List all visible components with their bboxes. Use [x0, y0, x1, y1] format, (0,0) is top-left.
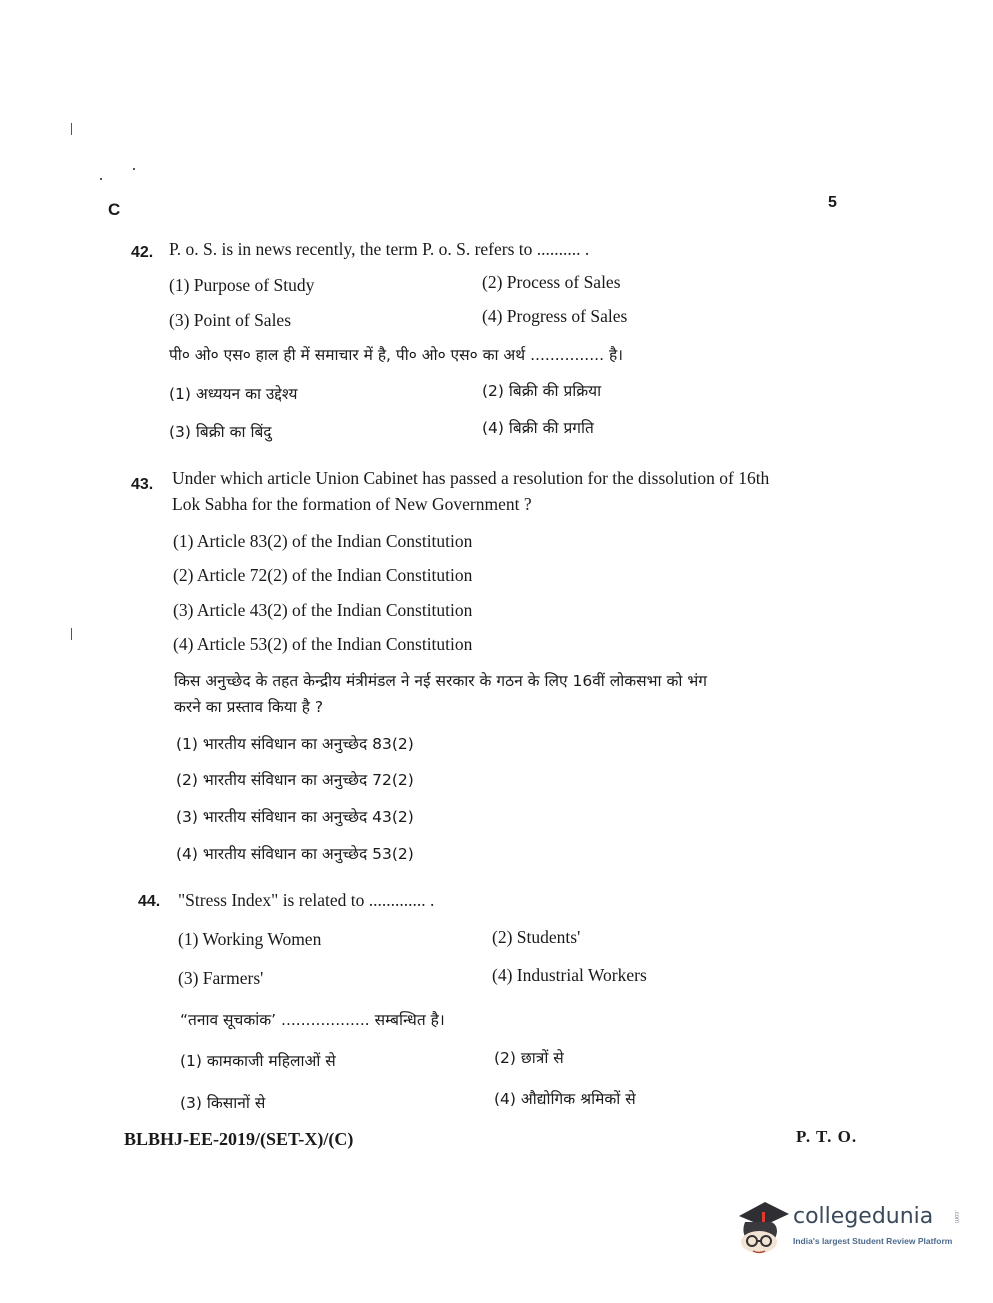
question-text-en-line2: Lok Sabha for the formation of New Government ?: [172, 494, 532, 514]
page-number: 5: [828, 194, 837, 211]
scan-speck: [133, 168, 135, 170]
option-hi: (1) कामकाजी महिलाओं से: [180, 1052, 336, 1070]
logo-tagline: India's largest Student Review Platform: [793, 1236, 953, 1246]
option-en: (4) Industrial Workers: [492, 965, 647, 985]
option-hi: (1) भारतीय संविधान का अनुच्छेद 83(2): [176, 735, 414, 753]
option-en: (2) Students': [492, 927, 581, 947]
question-text-en: P. o. S. is in news recently, the term P. o. S. refers to .......... .: [169, 239, 590, 259]
question-text-hi-line2: करने का प्रस्ताव किया है ?: [174, 698, 324, 716]
question-number: 42.: [131, 244, 154, 261]
option-hi: (3) भारतीय संविधान का अनुच्छेद 43(2): [176, 808, 414, 826]
option-hi: (4) औद्योगिक श्रमिकों से: [494, 1090, 636, 1108]
option-hi: (3) बिक्री का बिंदु: [169, 423, 272, 441]
option-en: (2) Process of Sales: [482, 272, 621, 292]
option-hi: (4) बिक्री की प्रगति: [482, 419, 594, 437]
option-hi: (3) किसानों से: [180, 1094, 266, 1112]
option-en: (1) Purpose of Study: [169, 275, 315, 295]
scan-speck: [71, 628, 72, 640]
option-en: (1) Working Women: [178, 929, 322, 949]
option-en: (3) Point of Sales: [169, 310, 292, 330]
question-text-hi: “तनाव सूचकांक’ .................. सम्बन्धित है।: [180, 1011, 445, 1029]
mascot-icon: [735, 1196, 791, 1258]
question-text-hi: पी० ओ० एस० हाल ही में समाचार में है, पी० ओ० एस० का अर्थ ............... है।: [169, 346, 624, 364]
option-hi: (2) बिक्री की प्रक्रिया: [482, 382, 602, 400]
question-text-hi-line1: किस अनुच्छेद के तहत केन्द्रीय मंत्रीमंडल ने नई सरकार के गठन के लिए 16वीं लोकसभा को भंग: [174, 672, 707, 690]
option-en: (1) Article 83(2) of the Indian Constitution: [173, 531, 473, 551]
logo-com-text: .com: [953, 1210, 959, 1224]
option-en: (4) Article 53(2) of the Indian Constitution: [173, 634, 473, 654]
set-letter: C: [108, 200, 121, 219]
scan-speck: [100, 178, 102, 180]
option-hi: (1) अध्ययन का उद्देश्य: [169, 385, 298, 403]
option-hi: (2) भारतीय संविधान का अनुच्छेद 72(2): [176, 771, 414, 789]
scan-speck: [71, 123, 72, 135]
option-en: (4) Progress of Sales: [482, 306, 628, 326]
option-en: (2) Article 72(2) of the Indian Constitution: [173, 565, 473, 585]
option-hi: (2) छात्रों से: [494, 1049, 564, 1067]
question-number: 44.: [138, 893, 161, 910]
option-en: (3) Farmers': [178, 968, 264, 988]
pto-label: P. T. O.: [796, 1127, 858, 1146]
question-number: 43.: [131, 476, 154, 493]
paper-code: BLBHJ-EE-2019/(SET-X)/(C): [124, 1129, 354, 1149]
question-text-en-line1: Under which article Union Cabinet has passed a resolution for the dissolution of 16th: [172, 468, 770, 488]
logo-brand-text: collegedunia: [793, 1204, 934, 1229]
question-text-en: "Stress Index" is related to ............. .: [178, 890, 435, 910]
collegedunia-logo: [735, 1196, 965, 1260]
option-hi: (4) भारतीय संविधान का अनुच्छेद 53(2): [176, 845, 414, 863]
option-en: (3) Article 43(2) of the Indian Constitution: [173, 600, 473, 620]
